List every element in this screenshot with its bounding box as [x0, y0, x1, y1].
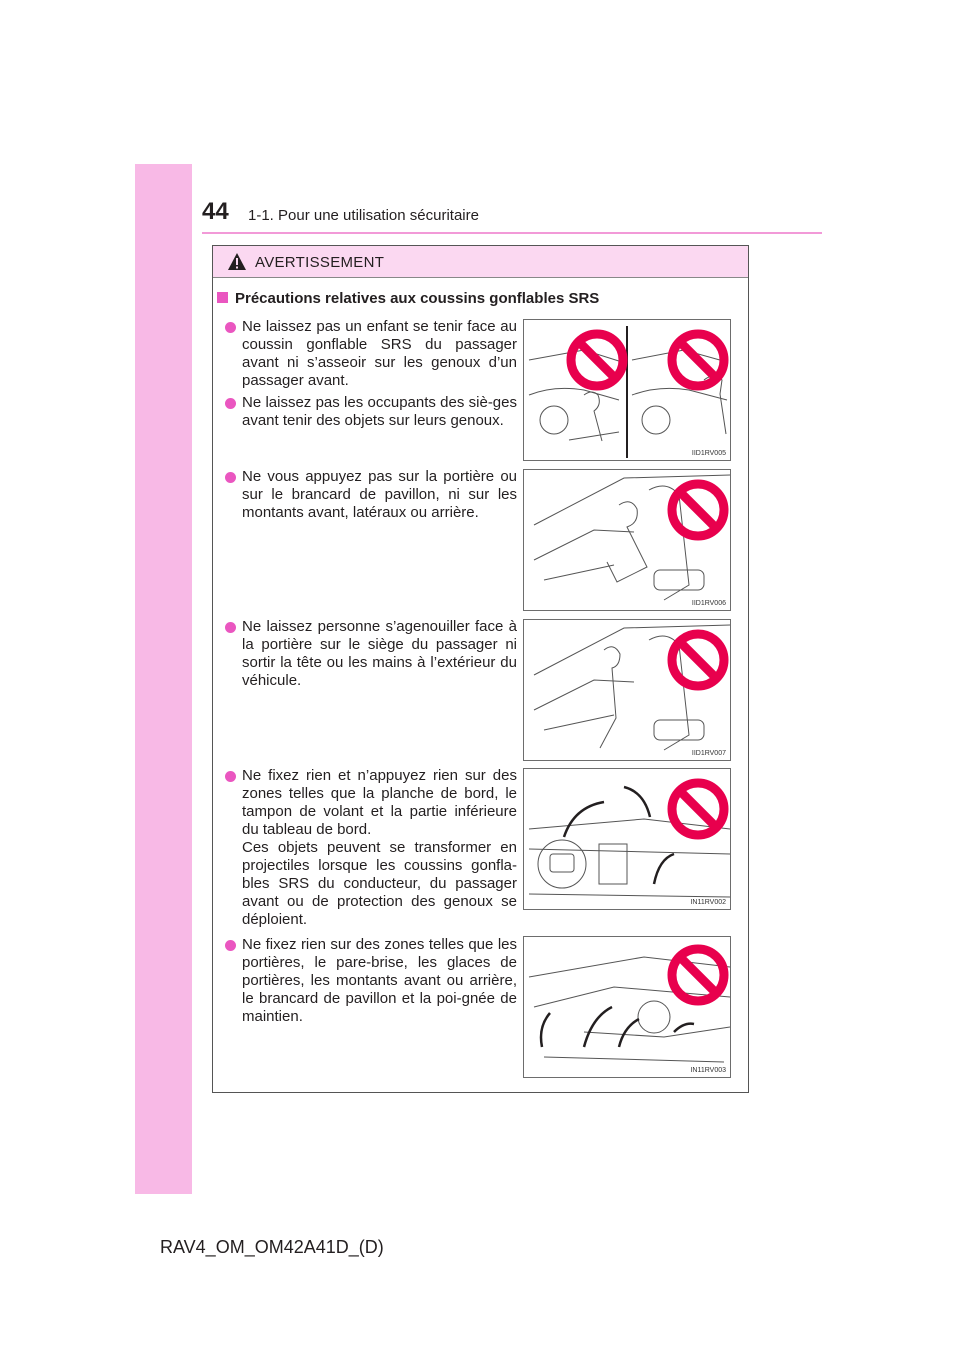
warning-box — [212, 245, 749, 1093]
illustration-doors-windows — [523, 936, 731, 1078]
bullet-icon — [225, 622, 236, 633]
warning-subtitle — [217, 290, 599, 307]
figure-code: IN11RV002 — [690, 899, 726, 906]
list-item-text: Ne laissez personne s’agenouiller face à la portière sur le siège du passager ni sortir la tête ou les mains à l’extérieur du véhicule. — [242, 618, 517, 689]
figure-code: IID1RV007 — [691, 750, 726, 757]
bullet-icon — [225, 322, 236, 333]
list-item-text: Ne laissez pas un enfant se tenir face au coussin gonflable SRS du passager avant ni s’asseoir sur les genoux d’un passager avant. — [242, 318, 517, 389]
prohibited-icon — [672, 783, 724, 835]
interior-drawing — [524, 620, 730, 760]
page-side-tab — [135, 164, 192, 1194]
warning-subtitle-text: Précautions relatives aux coussins gonflables SRS — [235, 290, 600, 307]
illustration-kneeling-door — [523, 619, 731, 761]
list-item-text: Ne laissez pas les occupants des siè-ges avant tenir des objets sur leurs genoux. — [242, 394, 517, 429]
prohibited-icon — [672, 334, 724, 386]
list-item-text: Ne vous appuyez pas sur la portière ou sur le brancard de pavillon, ni sur les montants avant, latéraux ou arrière. — [242, 468, 517, 521]
list-item-text: Ne fixez rien et n’appuyez rien sur des zones telles que la planche de bord, le tampon de volant et la partie inférieure du tableau de bord. Ces objets peuvent se transformer en projectiles lorsque les coussins gonfla-bles SRS du conducteur, du passager avant ou de protection des genoux se déploient. — [242, 767, 517, 928]
interior-drawing — [524, 470, 730, 610]
prohibited-icon — [672, 949, 724, 1001]
figure-code: IID1RV006 — [691, 600, 726, 607]
interior-drawing — [524, 769, 730, 909]
interior-drawing — [524, 320, 730, 460]
bullet-icon — [225, 940, 236, 951]
illustration-leaning-door — [523, 469, 731, 611]
page-number: 44 — [202, 198, 229, 225]
prohibited-icon — [672, 634, 724, 686]
interior-drawing — [524, 937, 730, 1077]
figure-code: IID1RV005 — [691, 450, 726, 457]
list-item-text: Ne fixez rien sur des zones telles que les portières, le pare-brise, les glaces de portières, les montants avant ou arrière, le brancard de pavillon et la poi-gnée de maintien. — [242, 936, 517, 1025]
prohibited-icon — [672, 484, 724, 536]
illustration-dashboard-zones — [523, 768, 731, 910]
arrow-icon — [564, 787, 674, 884]
section-title: 1-1. Pour une utilisation sécuritaire — [248, 207, 479, 224]
warning-label: AVERTISSEMENT — [255, 254, 385, 271]
bullet-icon — [225, 398, 236, 409]
warning-triangle-icon — [227, 252, 247, 272]
document-code: RAV4_OM_OM42A41D_(D) — [160, 1237, 384, 1257]
bullet-icon — [225, 472, 236, 483]
header-divider — [202, 232, 822, 234]
warning-header — [213, 246, 748, 278]
arrow-icon — [541, 1007, 694, 1047]
figure-code: IN11RV003 — [690, 1067, 726, 1074]
square-bullet-icon — [217, 292, 228, 303]
bullet-icon — [225, 771, 236, 782]
illustration-child-passenger — [523, 319, 731, 461]
